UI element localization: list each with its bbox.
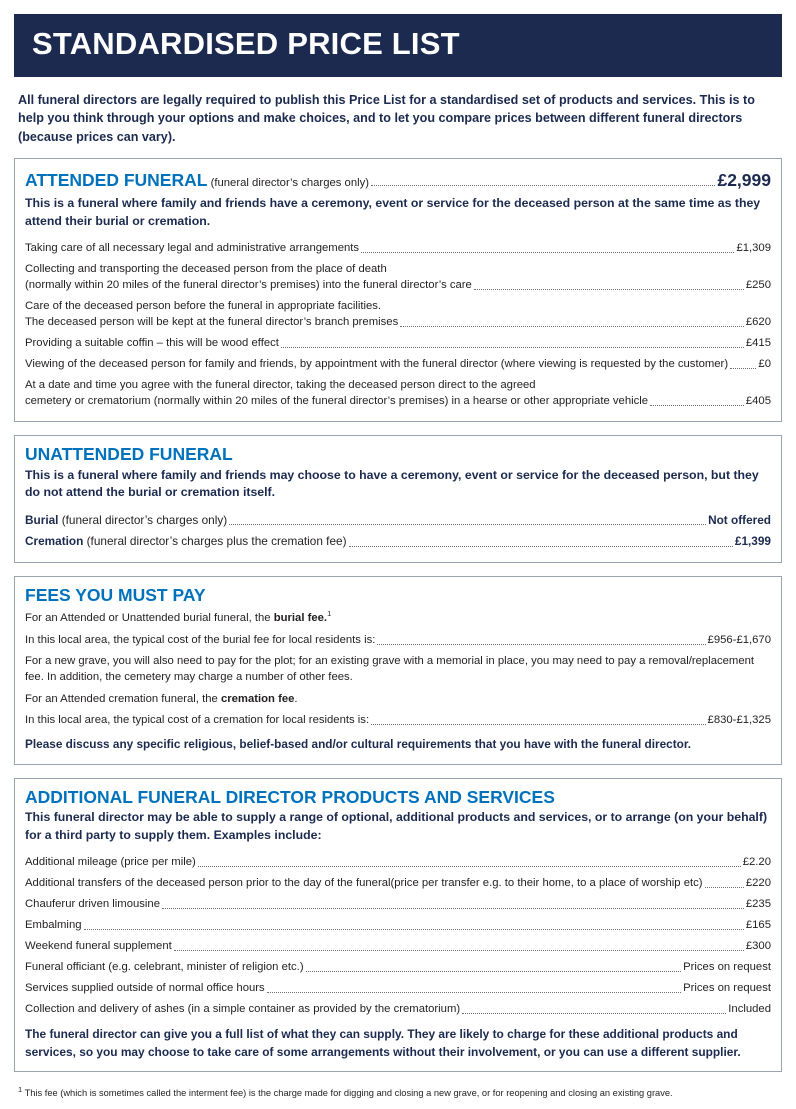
leader-dots: [400, 326, 744, 327]
additional-item-price: £235: [745, 898, 771, 911]
additional-item-row: [25, 998, 771, 1019]
leader-dots: [462, 1013, 726, 1014]
fees-grave-paragraph: For a new grave, you will also need to pay for the plot; for an existing grave with a memorial in place, you may need to pay a removal/replacement fee. In addition, the cemetery may charge a number of other fees.: [25, 654, 755, 684]
section-heading-fees: FEES YOU MUST PAY: [25, 585, 206, 606]
section-attended-funeral: [14, 158, 782, 422]
leader-dots: [474, 289, 744, 290]
unattended-burial-row: [25, 509, 771, 531]
attended-item-label: [25, 261, 472, 293]
additional-item-price: Prices on request: [683, 982, 771, 995]
attended-total-price: £2,999: [717, 170, 771, 191]
fees-cremation-intro-bold: cremation fee: [220, 692, 295, 705]
leader-dots: [361, 252, 734, 253]
additional-item-label: Embalming: [25, 919, 82, 932]
attended-item-label-line2: (normally within 20 miles of the funeral director’s premises) into the funeral director’s care: [25, 279, 472, 292]
fees-burial-cost-row: [25, 629, 771, 650]
additional-item-price: £300: [745, 940, 771, 953]
additional-item-price: Prices on request: [683, 961, 771, 974]
attended-item-price: £1,309: [736, 242, 771, 255]
unattended-cremation-label-bold: Cremation: [25, 534, 84, 549]
leader-dots: [730, 368, 756, 369]
attended-heading-row: [25, 168, 771, 193]
additional-item-price: Included: [728, 1003, 771, 1016]
additional-item-row: [25, 935, 771, 956]
leader-dots: [267, 992, 681, 993]
fees-burial-intro-bold: burial fee.: [273, 612, 328, 625]
section-heading-unattended: UNATTENDED FUNERAL: [25, 444, 233, 465]
fees-cremation-intro: [25, 688, 771, 709]
unattended-cremation-row: [25, 530, 771, 552]
section-fees-you-must-pay: [14, 576, 782, 765]
additional-item-row: [25, 893, 771, 914]
footnote-marker: 1: [18, 1084, 23, 1094]
attended-item-row: [25, 237, 771, 258]
section-heading-attended-suffix: (funeral director’s charges only): [210, 177, 370, 190]
additional-item-price: £165: [745, 919, 771, 932]
attended-item-price: £405: [745, 395, 771, 408]
leader-dots: [650, 405, 744, 406]
leader-dots: [377, 644, 705, 645]
attended-item-label-line2: cemetery or crematorium (normally within 20 miles of the funeral director’s premises) in a hearse or other appropriate vehicle: [25, 395, 649, 408]
attended-item-label-line1: Collecting and transporting the deceased person from the place of death: [25, 263, 387, 276]
attended-item-price: £620: [745, 316, 771, 329]
leader-dots: [371, 185, 715, 186]
unattended-burial-label-bold: Burial: [25, 512, 59, 527]
additional-item-label: Chauferur driven limousine: [25, 898, 161, 911]
page-title: STANDARDISED PRICE LIST: [32, 26, 460, 61]
attended-item-label: [25, 298, 398, 330]
additional-item-row: [25, 977, 771, 998]
additional-closing-text: The funeral director can give you a full list of what they can supply. They are likely to charge for these additional products and services, so you may choose to take care of some arrangements without their involvement, or you can use a different supplier.: [25, 1027, 741, 1059]
additional-item-row: [25, 872, 771, 893]
fees-cremation-cost-row: [25, 709, 771, 730]
attended-item-label: [25, 377, 648, 409]
section-unattended-funeral: [14, 435, 782, 563]
fees-burial-intro: [25, 607, 771, 628]
leader-dots: [349, 546, 733, 547]
attended-item-row: [25, 332, 771, 353]
additional-item-price: £220: [745, 877, 771, 890]
intro-paragraph: All funeral directors are legally required to publish this Price List for a standardised set of products and services. This is to help you think through your options and make choices, and to let you compare prices between different funeral directors (because prices can vary).: [18, 92, 755, 144]
fees-burial-cost-label: In this local area, the typical cost of the burial fee for local residents is:: [25, 633, 376, 646]
leader-dots: [229, 524, 706, 525]
unattended-cremation-label-normal: (funeral director’s charges plus the cremation fee): [86, 534, 347, 549]
additional-item-row: [25, 851, 771, 872]
section-heading-additional: ADDITIONAL FUNERAL DIRECTOR PRODUCTS AND SERVICES: [25, 787, 555, 808]
document-banner: [14, 14, 782, 77]
additional-item-label: Additional mileage (price per mile): [25, 856, 196, 869]
additional-item-label: Funeral officiant (e.g. celebrant, minister of religion etc.): [25, 961, 304, 974]
additional-item-price: £2.20: [742, 856, 771, 869]
attended-item-label: Viewing of the deceased person for family and friends, by appointment with the funeral director (where viewing is requested by the customer): [25, 358, 729, 371]
attended-item-label-line1: At a date and time you agree with the funeral director, taking the deceased person direct to the agreed: [25, 379, 536, 392]
fees-cremation-cost-price: £830-£1,325: [707, 713, 771, 726]
unattended-burial-label: [25, 512, 227, 529]
attended-item-label-line1: Care of the deceased person before the funeral in appropriate facilities.: [25, 300, 382, 313]
additional-item-row: [25, 956, 771, 977]
attended-item-row: [25, 295, 771, 332]
leader-dots: [174, 950, 744, 951]
leader-dots: [371, 724, 705, 725]
attended-item-row: [25, 374, 771, 411]
additional-item-row: [25, 914, 771, 935]
additional-item-label: Collection and delivery of ashes (in a simple container as provided by the crematorium): [25, 1003, 461, 1016]
attended-item-price: £250: [745, 279, 771, 292]
fees-burial-footnote-marker: 1: [327, 609, 332, 619]
footnote-text: This fee (which is sometimes called the interment fee) is the charge made for digging and closing a new grave, or for reopening and closing an existing grave.: [24, 1087, 673, 1098]
attended-item-row: [25, 258, 771, 295]
attended-description: This is a funeral where family and friends have a ceremony, event or service for the deceased person at the same time as they attend their burial or cremation.: [25, 196, 761, 228]
fees-cremation-intro-text: For an Attended cremation funeral, the: [25, 692, 221, 705]
leader-dots: [162, 908, 744, 909]
attended-item-label-line2: The deceased person will be kept at the funeral director’s branch premises: [25, 316, 399, 329]
section-heading-attended: ATTENDED FUNERAL: [25, 170, 208, 191]
unattended-burial-label-normal: (funeral director’s charges only): [61, 512, 228, 527]
fees-burial-intro-text: For an Attended or Unattended burial funeral, the: [25, 612, 274, 625]
attended-item-price: £415: [745, 337, 771, 350]
fees-burial-cost-price: £956-£1,670: [707, 633, 771, 646]
footnote: [14, 1085, 782, 1103]
section-additional-products: [14, 778, 782, 1072]
additional-description: This funeral director may be able to supply a range of optional, additional products and services, or to arrange (on your behalf) for a third party to supply them. Examples include:: [25, 810, 768, 842]
unattended-cremation-label: [25, 533, 347, 550]
leader-dots: [306, 971, 682, 972]
additional-item-label: Weekend funeral supplement: [25, 940, 172, 953]
additional-item-label: Services supplied outside of normal office hours: [25, 982, 265, 995]
unattended-burial-price: Not offered: [708, 512, 771, 527]
leader-dots: [705, 887, 744, 888]
attended-item-row: [25, 353, 771, 374]
unattended-description: This is a funeral where family and friends may choose to have a ceremony, event or service for the deceased person, but they do not attend the burial or cremation itself.: [25, 467, 759, 500]
unattended-cremation-price: £1,399: [734, 534, 771, 549]
leader-dots: [84, 929, 744, 930]
fees-requirements-note: Please discuss any specific religious, belief-based and/or cultural requirements that you have with the funeral director.: [25, 736, 692, 751]
fees-cremation-cost-label: In this local area, the typical cost of a cremation for local residents is:: [25, 713, 370, 726]
leader-dots: [198, 866, 741, 867]
leader-dots: [281, 347, 744, 348]
attended-item-label: Providing a suitable coffin – this will be wood effect: [25, 337, 279, 350]
fees-cremation-intro-period: .: [294, 692, 298, 705]
attended-item-label: Taking care of all necessary legal and administrative arrangements: [25, 242, 360, 255]
attended-item-price: £0: [758, 358, 771, 371]
additional-item-label: Additional transfers of the deceased person prior to the day of the funeral(price per transfer e.g. to their home, to a place of worship etc): [25, 877, 703, 890]
